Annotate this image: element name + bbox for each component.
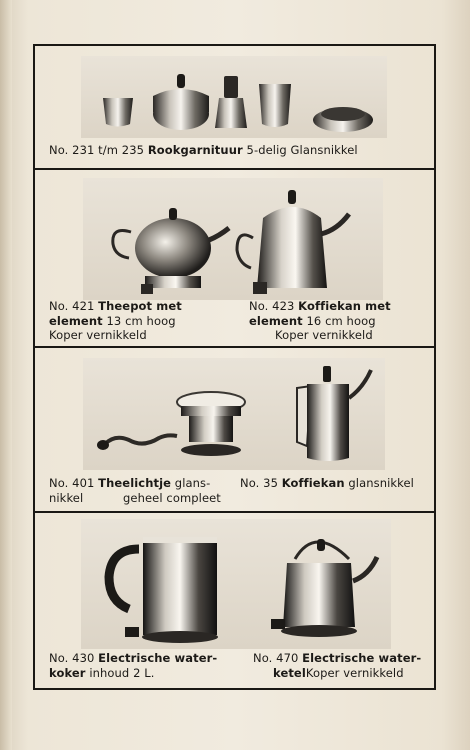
item-finish: Koper vernikkeld — [305, 665, 404, 680]
item-desc-cont: nikkel — [49, 490, 84, 505]
item-desc: glansnikkel — [348, 476, 414, 490]
item-number: No. 421 — [49, 299, 95, 313]
panel-smoking-set — [35, 46, 434, 170]
item-title-cont: element — [249, 313, 303, 328]
item-title: Electrische water- — [98, 651, 218, 665]
photo-smoking-set — [81, 56, 387, 138]
item-title: Theelichtje — [98, 476, 172, 490]
caption-231 — [49, 143, 358, 158]
catalog-frame — [33, 44, 436, 690]
item-height: 13 cm hoog — [106, 313, 176, 328]
caption-470 — [253, 651, 421, 680]
panel-water-boilers — [35, 513, 434, 688]
caption-430 — [49, 651, 217, 680]
item-number: No. 430 — [49, 651, 95, 665]
caption-35 — [240, 476, 414, 491]
item-completeness: geheel compleet — [123, 490, 221, 505]
item-desc: glans- — [174, 476, 211, 490]
panel-teapot-coffeepot — [35, 170, 434, 348]
item-title-cont: koker — [49, 665, 86, 680]
item-height: 16 cm hoog — [306, 313, 376, 328]
item-description: 5-delig Glansnikkel — [246, 143, 358, 157]
item-number: No. 423 — [249, 299, 295, 313]
caption-421 — [49, 299, 182, 343]
item-title: Koffiekan — [281, 476, 345, 490]
item-finish: Koper vernikkeld — [275, 328, 373, 342]
photo-water-boilers — [81, 519, 391, 649]
item-capacity: inhoud 2 L. — [89, 665, 155, 680]
item-number: No. 401 — [49, 476, 95, 490]
photo-teapot-coffeepot — [83, 178, 383, 300]
item-title-cont: ketel — [273, 665, 306, 680]
item-title: Koffiekan met — [298, 299, 391, 313]
item-title: Rookgarnituur — [147, 143, 243, 157]
item-title: Electrische water- — [302, 651, 422, 665]
item-title-cont: element — [49, 313, 103, 328]
item-finish: Koper vernikkeld — [49, 328, 147, 342]
panel-teawarmer-coffeepot — [35, 348, 434, 513]
page-fold — [0, 0, 12, 750]
photo-teawarmer-coffeepot — [83, 358, 385, 470]
caption-423 — [249, 299, 391, 343]
item-title: Theepot met — [98, 299, 182, 313]
item-number: No. 470 — [253, 651, 299, 665]
item-number: No. 231 t/m 235 — [49, 143, 145, 157]
item-number: No. 35 — [240, 476, 278, 490]
caption-401 — [49, 476, 221, 505]
